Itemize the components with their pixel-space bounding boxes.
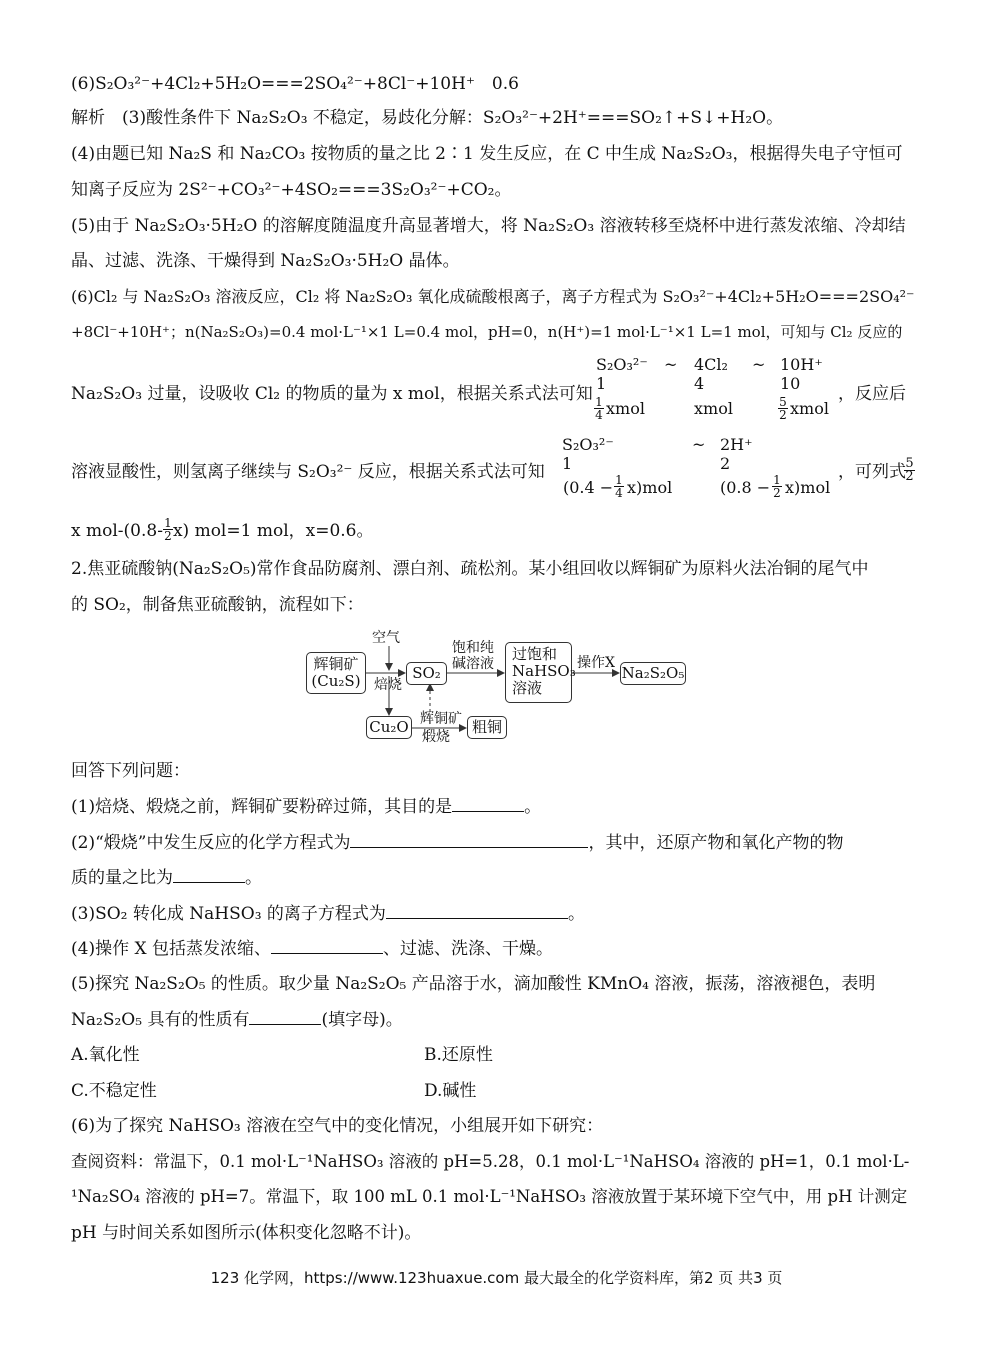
sub-question-4	[71, 937, 553, 960]
page-footer: 123 化学网，https://www.123huaxue.com 最大最全的化学资料库，第2 页 共3 页	[210, 1269, 783, 1287]
q1-end: 。	[524, 797, 542, 817]
option-c[interactable]: C.不稳定性	[71, 1081, 157, 1101]
roast-label: 焙烧	[374, 677, 402, 693]
sub-question-2	[71, 831, 843, 854]
analysis-line: +8Cl⁻+10H⁺；n(Na₂S₂O₃)=0.4 mol·L⁻¹×1 L=0.4 mol，pH=0，n(H⁺)=1 mol·L⁻¹×1 L=1 mol，可知与 Cl₂ 反应的	[71, 323, 903, 341]
crude-copper-box: 粗铜	[467, 716, 507, 739]
frac-num: 1	[164, 516, 172, 530]
rel1-coef-c: 10	[780, 374, 801, 393]
rel2-mol-b-pre: (0.8 −	[720, 478, 771, 497]
frac-den: 4	[595, 408, 603, 422]
q1-text: (1)焙烧、煅烧之前，辉铜矿要粉碎过筛，其目的是	[71, 797, 453, 817]
calcine-label: 辉铜矿	[420, 711, 462, 727]
q4-text-tail: 、过滤、洗涤、干燥。	[383, 939, 553, 959]
cu2o-box: Cu₂O	[366, 716, 412, 739]
rel2-head-a: S₂O₃²⁻	[562, 435, 614, 454]
calcine-label: 煅烧	[422, 729, 450, 745]
sub-question-2-cont	[71, 866, 262, 889]
q5-text: Na₂S₂O₅ 具有的性质有	[71, 1010, 250, 1030]
q2-text: (2)“煅烧”中发生反应的化学方程式为	[71, 833, 351, 853]
sub-question-6: (6)为了探究 NaHSO₃ 溶液在空气中的变化情况，小组展开如下研究：	[71, 1116, 604, 1136]
rel2-mol-a-pre: (0.4 −	[563, 478, 614, 497]
nahso3-line: 过饱和	[512, 645, 558, 663]
nahso3-line: NaHSO₃	[512, 662, 576, 680]
option-b[interactable]: B.还原性	[424, 1045, 493, 1065]
rel2-mol-b-post: x)mol	[785, 478, 831, 497]
analysis-line: 知离子反应为 2S²⁻+CO₃²⁻+4SO₂===3S₂O₃²⁻+CO₂。	[71, 180, 512, 200]
frac-num: 5	[779, 395, 787, 409]
frac-den: 2	[164, 529, 172, 543]
nahso3-box	[505, 642, 576, 703]
frac-den: 2	[773, 486, 781, 500]
line11-pre: x mol-(0.8-	[71, 521, 163, 541]
frac-num: 1	[615, 473, 623, 487]
rel1-coef-b: 4	[694, 374, 705, 393]
saturated-label: 碱溶液	[452, 656, 494, 672]
frac-den: 2	[779, 408, 787, 422]
answer-blank[interactable]	[249, 1008, 321, 1025]
question-prompt: 回答下列问题：	[71, 761, 190, 781]
analysis-line: 晶、过滤、洗涤、干燥得到 Na₂S₂O₃·5H₂O 晶体。	[71, 251, 460, 271]
frac-5-2	[904, 458, 915, 483]
sub-question-1	[71, 795, 541, 818]
rel1-head-b: 4Cl₂	[694, 355, 728, 374]
option-d[interactable]: D.碱性	[424, 1081, 477, 1101]
rel2-frac-b	[772, 474, 782, 499]
q2-end: 。	[245, 868, 262, 888]
answer-blank[interactable]	[386, 902, 568, 919]
option-a[interactable]: A.氧化性	[71, 1045, 140, 1065]
rel1-frac-c	[778, 396, 788, 421]
rel2-coef-b: 2	[720, 454, 731, 473]
rel2-tilde: ~	[692, 435, 706, 454]
answer-blank[interactable]	[173, 866, 245, 883]
ore-label: 辉铜矿	[313, 655, 359, 673]
rel1-mol-b: xmol	[694, 399, 733, 418]
rel1-tilde-2: ~	[752, 355, 766, 374]
frac-num: 1	[595, 395, 603, 409]
sub-question-6-cont: 查阅资料：常温下，0.1 mol·L⁻¹NaHSO₃ 溶液的 pH=5.28，0.1 mol·L⁻¹NaHSO₄ 溶液的 pH=1，0.1 mol·L-	[71, 1152, 910, 1171]
line11-post: x) mol=1 mol，x=0.6。	[172, 521, 374, 541]
rel1-frac-a	[594, 396, 604, 421]
rel2-mol-a-post: x)mol	[627, 478, 673, 497]
sub-question-5: (5)探究 Na₂S₂O₅ 的性质。取少量 Na₂S₂O₅ 产品溶于水，滴加酸性 KMnO₄ 溶液，振荡，溶液褪色，表明	[71, 974, 876, 994]
frac-den: 2	[905, 469, 914, 484]
answer-line: (6)S₂O₃²⁻+4Cl₂+5H₂O===2SO₄²⁻+8Cl⁻+10H⁺ 0.6	[71, 74, 519, 94]
ore-box	[306, 652, 366, 694]
q2-text-tail: ，其中，还原产物和氧化产物的物	[588, 833, 844, 853]
rel1-head-c: 10H⁺	[780, 355, 823, 374]
so2-box: SO₂	[406, 662, 447, 685]
ore-formula: (Cu₂S)	[311, 672, 361, 690]
q4-text: (4)操作 X 包括蒸发浓缩、	[71, 939, 271, 959]
q3-text: (3)SO₂ 转化成 NaHSO₃ 的离子方程式为	[71, 904, 386, 924]
sub-question-3	[71, 902, 585, 925]
rel1-tilde-1: ~	[664, 355, 678, 374]
analysis-line: 解析 (3)酸性条件下 Na₂S₂O₃ 不稳定，易歧化分解：S₂O₃²⁻+2H⁺===SO₂↑+S↓+H₂O。	[71, 108, 784, 128]
frac-den: 4	[615, 486, 623, 500]
q5-text-tail: (填字母)。	[321, 1010, 403, 1030]
frac-num: 5	[905, 456, 914, 471]
rel1-coef-a: 1	[596, 374, 607, 393]
answer-blank[interactable]	[271, 937, 383, 954]
saturated-label: 饱和纯	[452, 640, 494, 656]
sub-question-6-cont: ¹Na₂SO₄ 溶液的 pH=7。常温下，取 100 mL 0.1 mol·L⁻¹NaHSO₃ 溶液放置于某环境下空气中，用 pH 计测定	[71, 1187, 908, 1206]
question-2-stem: 2.焦亚硫酸钠(Na₂S₂O₅)常作食品防腐剂、漂白剂、疏松剂。某小组回收以辉铜矿为原料火法冶铜的尾气中	[71, 559, 869, 579]
product-box: Na₂S₂O₅	[620, 662, 686, 685]
rel2-coef-a: 1	[562, 454, 573, 473]
rel1-head-a: S₂O₃²⁻	[596, 355, 648, 374]
analysis-line: 溶液显酸性，则氢离子继续与 S₂O₃²⁻ 反应，根据关系式法可知	[71, 462, 545, 482]
rel1-mol-c: xmol	[790, 399, 829, 418]
rel2-head-b: 2H⁺	[720, 435, 753, 454]
question-2-stem: 的 SO₂，制备焦亚硫酸钠，流程如下：	[71, 595, 364, 615]
sub-question-5-cont	[71, 1008, 403, 1031]
answer-blank[interactable]	[452, 795, 524, 812]
air-label: 空气	[372, 630, 400, 646]
rel2-frac-a	[614, 474, 624, 499]
analysis-line-tail: ，反应后	[838, 384, 906, 404]
q2-text: 质的量之比为	[71, 868, 173, 888]
nahso3-line: 溶液	[512, 679, 543, 697]
q3-end: 。	[567, 904, 585, 924]
analysis-line-tail: ，可列式	[838, 462, 906, 482]
frac-1-2	[163, 517, 173, 542]
analysis-line: Na₂S₂O₃ 过量，设吸收 Cl₂ 的物质的量为 x mol，根据关系式法可知	[71, 384, 593, 404]
frac-num: 1	[773, 473, 781, 487]
operation-x-label: 操作X	[577, 655, 615, 671]
rel1-mol-a: xmol	[606, 399, 645, 418]
answer-blank[interactable]	[350, 831, 588, 848]
process-flow-diagram	[306, 630, 696, 750]
analysis-line	[71, 516, 374, 544]
analysis-line: (6)Cl₂ 与 Na₂S₂O₃ 溶液反应，Cl₂ 将 Na₂S₂O₃ 氧化成硫酸根离子，离子方程式为 S₂O₃²⁻+4Cl₂+5H₂O===2SO₄²⁻	[71, 287, 915, 306]
analysis-line: (5)由于 Na₂S₂O₃·5H₂O 的溶解度随温度升高显著增大，将 Na₂S₂O₃ 溶液转移至烧杯中进行蒸发浓缩、冷却结	[71, 216, 906, 236]
analysis-line: (4)由题已知 Na₂S 和 Na₂CO₃ 按物质的量之比 2∶1 发生反应，在 C 中生成 Na₂S₂O₃，根据得失电子守恒可	[71, 144, 903, 164]
sub-question-6-cont: pH 与时间关系如图所示(体积变化忽略不计)。	[71, 1223, 422, 1243]
